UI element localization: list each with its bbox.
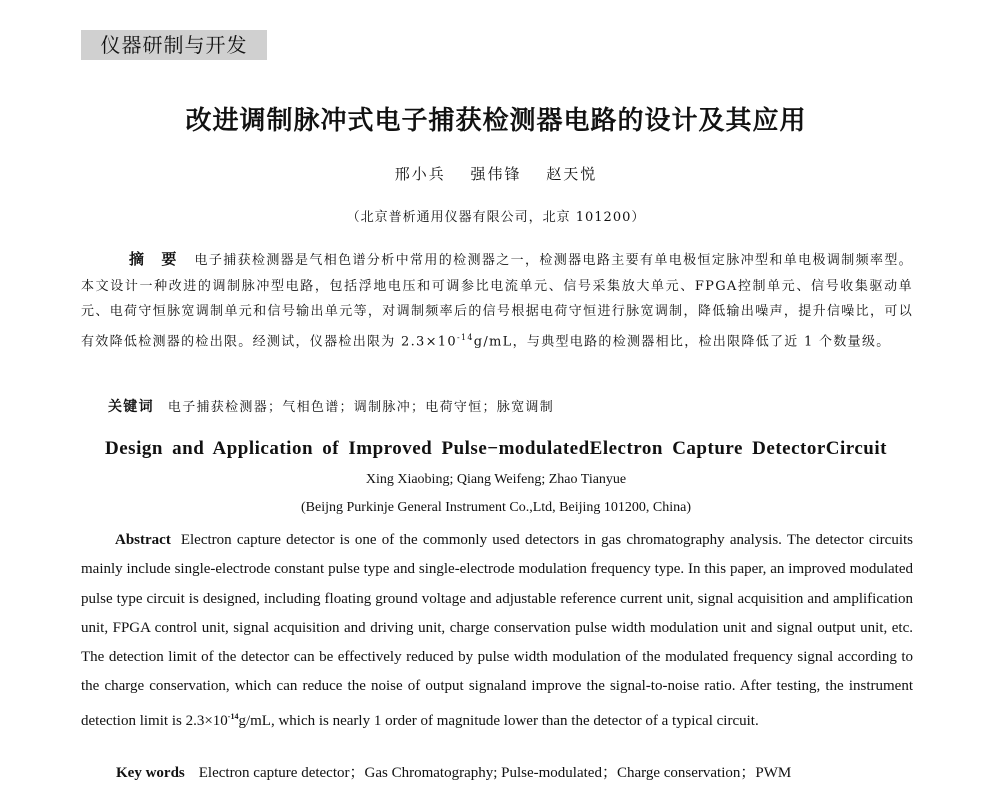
chinese-keywords-label: 关键词 <box>108 399 154 415</box>
english-keywords <box>116 761 916 782</box>
chinese-abstract-text: 电子捕获检测器是气相色谱分析中常用的检测器之一，检测器电路主要有单电极恒定脉冲型和单电极调制频率型。本文设计一种改进的调制脉冲型电路，包括浮地电压和可调参比电流单元、信号采集放大单元、FPGA控制单元、信号收集驱动单元、电荷守恒脉宽调制单元和信号输出单元等，对调制频率后的信号根据电荷守恒进行脉宽调制，降低输出噪声，提升信噪比，可以有效降低检测器的检出限。经测试，仪器检出限为 2.3×10 <box>81 253 913 349</box>
english-keywords-text: Electron capture detector；Gas Chromatography; Pulse-modulated；Charge conservation；PWM <box>198 765 792 781</box>
chinese-title: 改进调制脉冲式电子捕获检测器电路的设计及其应用 <box>185 106 807 136</box>
english-abstract <box>81 526 913 736</box>
chinese-keywords-text: 电子捕获检测器；气相色谱；调制脉冲；电荷守恒；脉宽调制 <box>167 400 555 415</box>
chinese-keywords <box>108 396 918 416</box>
chinese-abstract-label: 摘 要 <box>129 250 183 268</box>
chinese-authors: 邢小兵 强伟锋 赵天悦 <box>394 165 598 183</box>
chinese-abstract <box>81 247 913 354</box>
chinese-affiliation: （北京普析通用仪器有限公司，北京 101200） <box>346 210 646 225</box>
english-authors: Xing Xiaobing; Qiang Weifeng; Zhao Tianyue <box>365 472 627 487</box>
english-abstract-tail: g/mL, which is nearly 1 order of magnitude lower than the detector of a typical circuit. <box>238 712 759 729</box>
chinese-abstract-exponent: -14 <box>456 332 474 342</box>
english-abstract-text: Electron capture detector is one of the commonly used detectors in gas chromatography analysis. The detector circuits mainly include single-electrode constant pulse type and single-electrode modulation frequency type. In this paper, an improved modulated pulse type circuit is designed, including floating ground voltage and adjustable reference current unit, signal acquisition and amplification unit, FPGA control unit, signal acquisition and driving unit, charge conservation pulse width modulation unit and signal output unit, etc. The detection limit of the detector can be effectively reduced by pulse width modulation of the modulated frequency signal according to the charge conservation, which can reduce the noise of output signaland improve the signal-to-noise ratio. After testing, the instrument detection limit is 2.3×10 <box>81 532 913 729</box>
english-keywords-label: Key words <box>116 765 185 781</box>
section-tag: 仪器研制与开发 <box>81 30 267 60</box>
english-abstract-exponent: -14 <box>227 711 239 721</box>
english-affiliation: (Beijng Purkinje General Instrument Co.,Ltd, Beijing 101200, China) <box>301 500 691 515</box>
chinese-abstract-tail: g/mL，与典型电路的检测器相比，检出限降低了近 1 个数量级。 <box>473 333 891 349</box>
english-abstract-label: Abstract <box>115 532 171 548</box>
english-title: Design and Application of Improved Pulse−modulatedElectron Capture DetectorCircuit <box>105 438 887 459</box>
